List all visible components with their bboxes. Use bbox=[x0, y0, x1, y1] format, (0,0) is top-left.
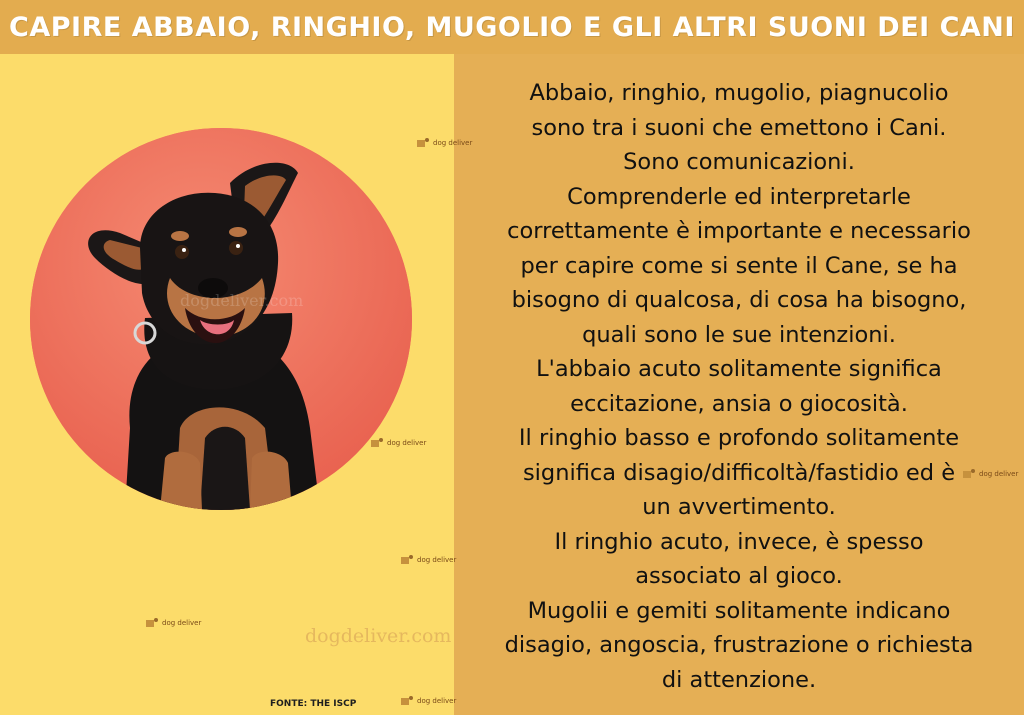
watermark-logo bbox=[145, 617, 201, 629]
dog-left-paw bbox=[160, 452, 202, 510]
dog-illustration bbox=[30, 128, 412, 510]
body-text bbox=[454, 76, 1024, 697]
watermark-text: dog deliver bbox=[162, 619, 202, 627]
source-credit: FONTE: THE ISCP bbox=[270, 699, 357, 709]
watermark-logo bbox=[416, 137, 472, 149]
dog-left-eye bbox=[175, 245, 189, 259]
watermark-logo bbox=[962, 468, 1018, 480]
paw-icon bbox=[370, 437, 384, 449]
photo-watermark: dogdeliver.com bbox=[180, 291, 304, 310]
body-line: L'abbaio acuto solitamente significa bbox=[536, 356, 942, 382]
body-line: Il ringhio basso e profondo solitamente bbox=[518, 425, 960, 451]
watermark-logo bbox=[400, 695, 456, 707]
page-title: CAPIRE ABBAIO, RINGHIO, MUGOLIO E GLI ALTRI SUONI DEI CANI bbox=[9, 11, 1015, 43]
watermark-logo bbox=[400, 554, 456, 566]
paw-icon bbox=[962, 468, 976, 480]
body-line: correttamente è importante e necessario bbox=[507, 218, 971, 244]
body-line: Abbaio, ringhio, mugolio, piagnucolio bbox=[529, 80, 949, 106]
body-line: per capire come si sente il Cane, se ha bbox=[520, 252, 958, 279]
watermark-text: dog deliver bbox=[433, 139, 473, 147]
body-line: quali sono le sue intenzioni. bbox=[582, 321, 896, 348]
body-line: Sono comunicazioni. bbox=[623, 149, 855, 175]
header-banner bbox=[0, 0, 1024, 54]
body-line: sono tra i suoni che emettono i Cani. bbox=[531, 114, 947, 141]
body-line: di attenzione. bbox=[661, 666, 817, 693]
paw-icon bbox=[145, 617, 159, 629]
body-line: associato al gioco. bbox=[635, 563, 843, 589]
body-line: Mugolii e gemiti solitamente indicano bbox=[527, 597, 951, 624]
dog-right-eye bbox=[229, 241, 243, 255]
body-line: disagio, angoscia, frustrazione o richiesta bbox=[504, 632, 974, 658]
paw-icon bbox=[416, 137, 430, 149]
right-panel bbox=[454, 54, 1024, 715]
watermark-logo bbox=[370, 437, 426, 449]
body-line: bisogno di qualcosa, di cosa ha bisogno, bbox=[511, 287, 967, 313]
paw-icon bbox=[400, 695, 414, 707]
watermark-large: dogdeliver.com bbox=[305, 625, 452, 647]
body-line: Il ringhio acuto, invece, è spesso bbox=[554, 528, 924, 555]
paw-icon bbox=[400, 554, 414, 566]
body-line: Comprenderle ed interpretarle bbox=[567, 183, 911, 210]
watermark-text: dog deliver bbox=[979, 470, 1019, 478]
watermark-text: dog deliver bbox=[387, 439, 427, 447]
body-line: significa disagio/difficoltà/fastidio ed è bbox=[522, 459, 956, 486]
body-line: un avvertimento. bbox=[642, 494, 836, 520]
watermark-text: dog deliver bbox=[417, 697, 457, 705]
watermark-text: dog deliver bbox=[417, 556, 457, 564]
dog-photo bbox=[30, 128, 412, 510]
body-line: eccitazione, ansia o giocosità. bbox=[570, 390, 908, 417]
